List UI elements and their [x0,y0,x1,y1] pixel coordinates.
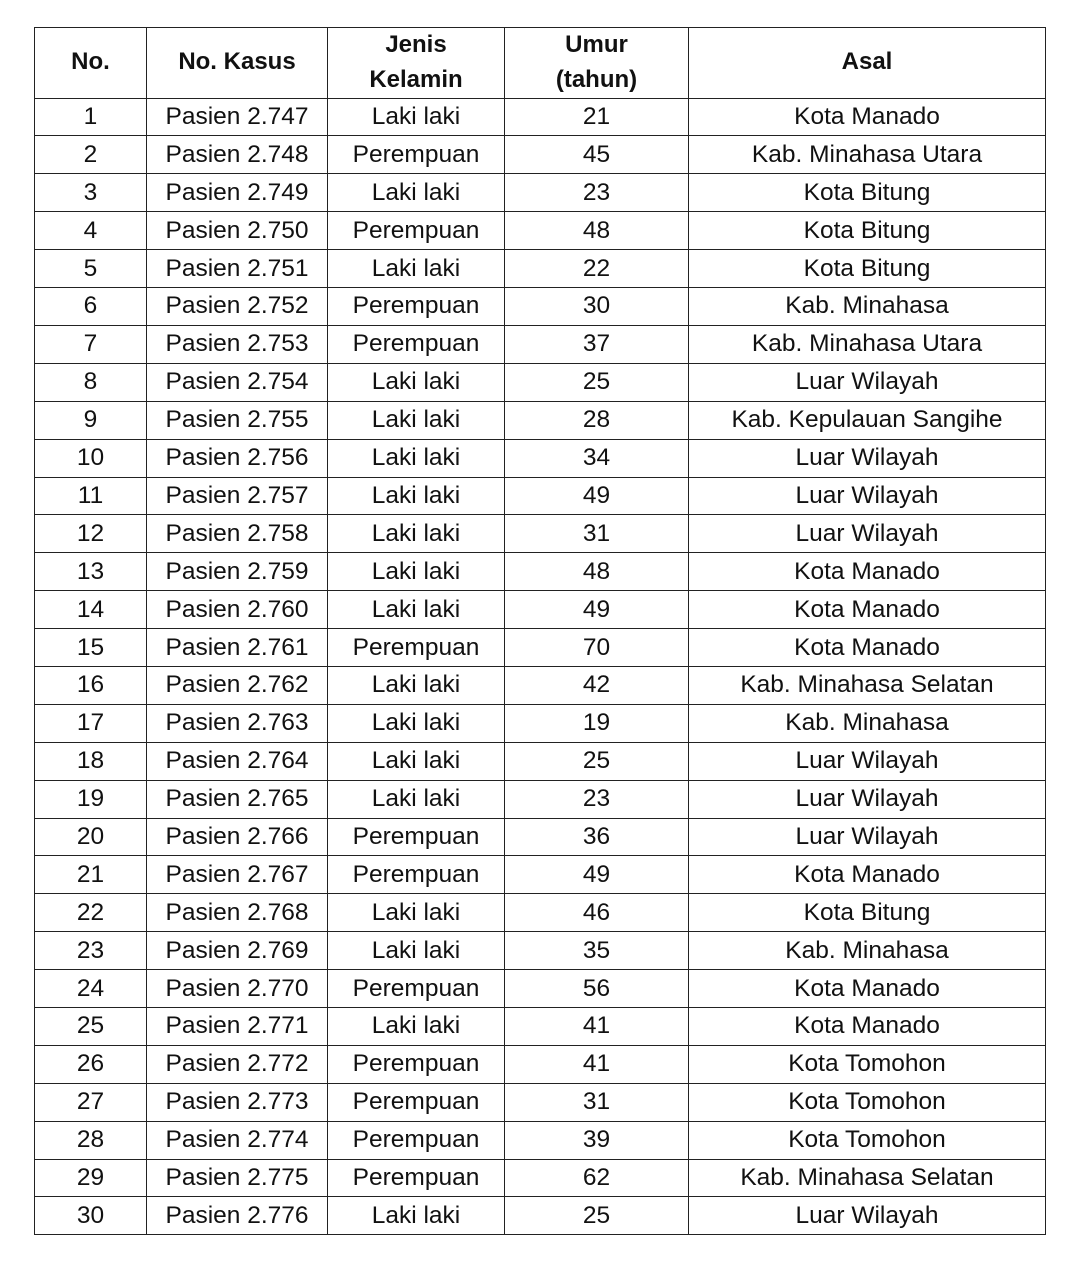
cell-gender: Perempuan [328,629,505,667]
table-row [35,666,1046,704]
cell-age: 49 [505,856,689,894]
cell-age: 21 [505,98,689,136]
cell-gender: Perempuan [328,970,505,1008]
header-gender-line1: Jenis [385,31,447,58]
cell-gender: Laki laki [328,439,505,477]
cell-age: 56 [505,970,689,1008]
table-row [35,780,1046,818]
cell-no: 1 [35,98,147,136]
cell-origin: Kota Bitung [689,174,1046,212]
cell-origin: Luar Wilayah [689,477,1046,515]
cell-no: 4 [35,212,147,250]
cell-gender: Laki laki [328,174,505,212]
cell-gender: Perempuan [328,136,505,174]
table-row [35,515,1046,553]
cell-no: 22 [35,894,147,932]
cell-case-number: Pasien 2.765 [147,780,328,818]
cell-case-number: Pasien 2.767 [147,856,328,894]
cell-no: 16 [35,666,147,704]
table-row [35,288,1046,326]
table-row [35,1197,1046,1235]
cell-gender: Laki laki [328,1007,505,1045]
cell-gender: Laki laki [328,1197,505,1235]
cell-case-number: Pasien 2.757 [147,477,328,515]
cell-case-number: Pasien 2.769 [147,932,328,970]
cell-age: 39 [505,1121,689,1159]
cell-no: 11 [35,477,147,515]
table-row [35,704,1046,742]
cell-age: 25 [505,363,689,401]
cell-age: 34 [505,439,689,477]
cell-origin: Kab. Minahasa Selatan [689,666,1046,704]
cell-origin: Kota Manado [689,856,1046,894]
cell-no: 29 [35,1159,147,1197]
cell-age: 23 [505,174,689,212]
cell-gender: Laki laki [328,742,505,780]
cell-age: 30 [505,288,689,326]
cell-gender: Perempuan [328,818,505,856]
cell-case-number: Pasien 2.754 [147,363,328,401]
cell-case-number: Pasien 2.761 [147,629,328,667]
table-row [35,1007,1046,1045]
cell-case-number: Pasien 2.753 [147,325,328,363]
cell-origin: Kota Bitung [689,250,1046,288]
header-age-line2: (tahun) [555,65,638,93]
cell-age: 49 [505,477,689,515]
header-no: No. [35,28,147,99]
table-row [35,818,1046,856]
cell-case-number: Pasien 2.768 [147,894,328,932]
cell-no: 20 [35,818,147,856]
cell-case-number: Pasien 2.762 [147,666,328,704]
cell-case-number: Pasien 2.758 [147,515,328,553]
cell-no: 27 [35,1083,147,1121]
table-row [35,325,1046,363]
cell-gender: Perempuan [328,1159,505,1197]
cell-gender: Laki laki [328,98,505,136]
cell-no: 28 [35,1121,147,1159]
cell-no: 10 [35,439,147,477]
cell-case-number: Pasien 2.773 [147,1083,328,1121]
cell-age: 48 [505,553,689,591]
cell-case-number: Pasien 2.763 [147,704,328,742]
cell-origin: Luar Wilayah [689,1197,1046,1235]
table-header-row [35,28,1046,99]
cell-case-number: Pasien 2.776 [147,1197,328,1235]
cell-origin: Kota Manado [689,98,1046,136]
cell-gender: Perempuan [328,212,505,250]
table-row [35,742,1046,780]
cell-origin: Kota Manado [689,629,1046,667]
table-row [35,250,1046,288]
cell-case-number: Pasien 2.756 [147,439,328,477]
cell-no: 26 [35,1045,147,1083]
cell-no: 13 [35,553,147,591]
cell-no: 2 [35,136,147,174]
cell-origin: Luar Wilayah [689,439,1046,477]
cell-gender: Laki laki [328,666,505,704]
cell-no: 5 [35,250,147,288]
table-row [35,363,1046,401]
cell-case-number: Pasien 2.771 [147,1007,328,1045]
header-gender [328,28,505,99]
cell-origin: Kab. Minahasa [689,932,1046,970]
cell-origin: Kab. Minahasa Utara [689,136,1046,174]
cell-case-number: Pasien 2.775 [147,1159,328,1197]
cell-origin: Luar Wilayah [689,363,1046,401]
cell-gender: Laki laki [328,515,505,553]
cell-age: 36 [505,818,689,856]
cell-no: 24 [35,970,147,1008]
cell-origin: Kota Bitung [689,894,1046,932]
cell-age: 31 [505,1083,689,1121]
cell-gender: Perempuan [328,1121,505,1159]
cell-age: 35 [505,932,689,970]
cell-age: 37 [505,325,689,363]
cell-age: 19 [505,704,689,742]
cell-no: 19 [35,780,147,818]
cell-origin: Luar Wilayah [689,780,1046,818]
cell-no: 17 [35,704,147,742]
cell-case-number: Pasien 2.764 [147,742,328,780]
header-origin: Asal [689,28,1046,99]
header-gender-line2: Kelamin [369,65,463,93]
cell-case-number: Pasien 2.772 [147,1045,328,1083]
table-row [35,1083,1046,1121]
cell-origin: Kab. Minahasa Utara [689,325,1046,363]
cell-no: 18 [35,742,147,780]
cell-age: 25 [505,742,689,780]
cell-gender: Laki laki [328,250,505,288]
patient-cases-table [34,27,1046,1235]
cell-no: 7 [35,325,147,363]
cell-origin: Kota Manado [689,591,1046,629]
table-row [35,591,1046,629]
table-row [35,477,1046,515]
cell-gender: Laki laki [328,932,505,970]
cell-gender: Perempuan [328,1083,505,1121]
cell-case-number: Pasien 2.770 [147,970,328,1008]
cell-case-number: Pasien 2.760 [147,591,328,629]
cell-age: 62 [505,1159,689,1197]
cell-no: 21 [35,856,147,894]
cell-gender: Laki laki [328,704,505,742]
cell-no: 8 [35,363,147,401]
cell-age: 41 [505,1045,689,1083]
cell-age: 70 [505,629,689,667]
cell-no: 23 [35,932,147,970]
header-age [505,28,689,99]
cell-age: 28 [505,401,689,439]
cell-gender: Laki laki [328,894,505,932]
cell-age: 31 [505,515,689,553]
cell-gender: Laki laki [328,591,505,629]
cell-gender: Perempuan [328,288,505,326]
cell-origin: Kota Tomohon [689,1083,1046,1121]
header-case-number: No. Kasus [147,28,328,99]
table-row [35,553,1046,591]
cell-age: 48 [505,212,689,250]
table-row [35,1159,1046,1197]
cell-no: 6 [35,288,147,326]
cell-gender: Laki laki [328,553,505,591]
cell-origin: Luar Wilayah [689,515,1046,553]
cell-no: 15 [35,629,147,667]
table-row [35,174,1046,212]
header-age-line1: Umur [565,31,628,58]
cell-case-number: Pasien 2.755 [147,401,328,439]
cell-age: 45 [505,136,689,174]
cell-origin: Kota Manado [689,1007,1046,1045]
cell-age: 42 [505,666,689,704]
cell-origin: Kota Manado [689,970,1046,1008]
cell-gender: Perempuan [328,325,505,363]
cell-origin: Kab. Minahasa [689,288,1046,326]
cell-no: 12 [35,515,147,553]
cell-origin: Kota Tomohon [689,1121,1046,1159]
cell-age: 41 [505,1007,689,1045]
table-row [35,894,1046,932]
cell-origin: Luar Wilayah [689,742,1046,780]
cell-gender: Laki laki [328,477,505,515]
cell-case-number: Pasien 2.759 [147,553,328,591]
table-row [35,1045,1046,1083]
cell-case-number: Pasien 2.749 [147,174,328,212]
table-row [35,970,1046,1008]
cell-age: 49 [505,591,689,629]
cell-origin: Kab. Minahasa [689,704,1046,742]
cell-gender: Laki laki [328,363,505,401]
table-row [35,136,1046,174]
cell-origin: Kota Bitung [689,212,1046,250]
cell-case-number: Pasien 2.766 [147,818,328,856]
cell-age: 22 [505,250,689,288]
cell-no: 25 [35,1007,147,1045]
table-row [35,401,1046,439]
cell-case-number: Pasien 2.752 [147,288,328,326]
table-row [35,629,1046,667]
cell-case-number: Pasien 2.774 [147,1121,328,1159]
cell-origin: Luar Wilayah [689,818,1046,856]
table-row [35,212,1046,250]
cell-age: 25 [505,1197,689,1235]
cell-gender: Perempuan [328,856,505,894]
table-body [35,98,1046,1235]
cell-no: 14 [35,591,147,629]
cell-origin: Kota Tomohon [689,1045,1046,1083]
table-row [35,932,1046,970]
cell-origin: Kab. Minahasa Selatan [689,1159,1046,1197]
cell-origin: Kota Manado [689,553,1046,591]
cell-gender: Laki laki [328,401,505,439]
cell-no: 9 [35,401,147,439]
table-row [35,1121,1046,1159]
cell-gender: Perempuan [328,1045,505,1083]
table-row [35,98,1046,136]
table-row [35,856,1046,894]
cell-origin: Kab. Kepulauan Sangihe [689,401,1046,439]
cell-case-number: Pasien 2.747 [147,98,328,136]
table-row [35,439,1046,477]
cell-no: 3 [35,174,147,212]
cell-age: 46 [505,894,689,932]
cell-age: 23 [505,780,689,818]
cell-gender: Laki laki [328,780,505,818]
cell-case-number: Pasien 2.750 [147,212,328,250]
cell-no: 30 [35,1197,147,1235]
cell-case-number: Pasien 2.748 [147,136,328,174]
cell-case-number: Pasien 2.751 [147,250,328,288]
